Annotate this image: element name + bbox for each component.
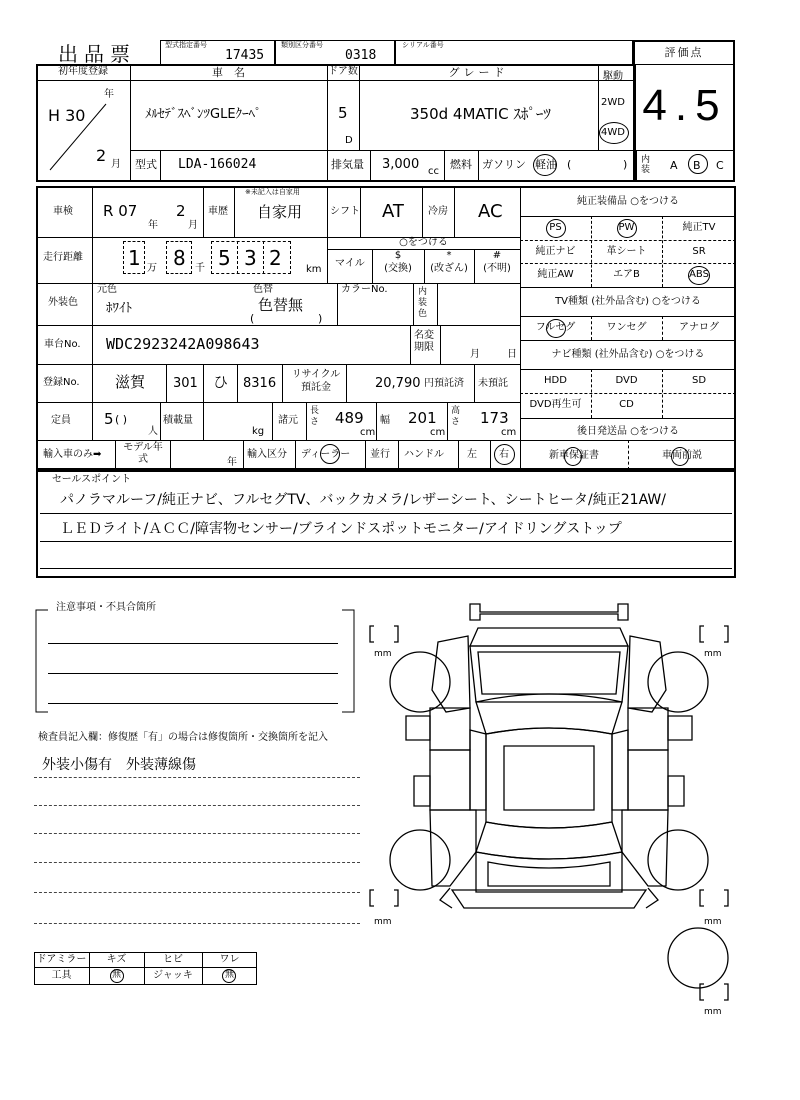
ship-manual: 車両前説 xyxy=(662,450,702,461)
equip-abs: ABS xyxy=(689,269,709,280)
table-crack: ヒビ xyxy=(163,954,183,965)
drive-label: 駆動 xyxy=(603,71,623,82)
sales-line-2: ＬＥＤライト/ＡＣＣ/障害物センサー/ブラインドスポットモニター/アイドリングストップ xyxy=(60,521,622,537)
history-note: ※未記入は自家用 xyxy=(245,188,300,196)
load-kg: kg xyxy=(252,426,265,437)
width-label: 幅 xyxy=(380,415,390,426)
mm-spare: mm xyxy=(704,1007,722,1017)
sheet-title: 出品票 xyxy=(58,42,136,66)
capacity-value: 5 xyxy=(104,410,114,428)
interior-b-mark xyxy=(688,154,708,174)
sales-line-1: パノラマルーフ/純正ナビ、フルセグTV、バックカメラ/レザーシート、シートヒータ/純正21AW/ xyxy=(60,492,666,508)
fuel-label: 燃料 xyxy=(450,158,472,171)
interior-color-label: 内装色 xyxy=(418,287,428,319)
equip-leather: 革シート xyxy=(606,246,647,257)
reg-label: 登録No. xyxy=(43,377,80,388)
caution-label: 注意事項・不具合箇所 xyxy=(56,602,156,613)
rating-label: 評価点 xyxy=(664,46,704,59)
orig-color-value: ﾎﾜｲﾄ xyxy=(106,301,132,316)
table-tool: 工具 xyxy=(51,970,72,981)
rating-value: 4.5 xyxy=(642,81,728,130)
ship-warranty: 新車保証書 xyxy=(549,450,599,461)
reg-class: 301 xyxy=(173,376,198,391)
drive-4wd-mark xyxy=(599,122,629,144)
equip-navi: 純正ナビ xyxy=(535,246,576,257)
name-change-day: 日 xyxy=(507,349,517,360)
mileage-sen: 千 xyxy=(195,263,205,274)
first-reg-month: 2 xyxy=(96,146,107,165)
reg-area: 滋賀 xyxy=(115,373,146,391)
sales-label: セールスポイント xyxy=(52,474,132,485)
load-label: 積載量 xyxy=(163,415,193,426)
drive-2wd: 2WD xyxy=(601,97,625,108)
door-suffix: D xyxy=(345,135,353,146)
displacement-label: 排気量 xyxy=(331,158,364,171)
capacity-paren: ( ) xyxy=(115,413,128,426)
tv-fullseg-mark xyxy=(546,319,566,338)
equip-aw: 純正AW xyxy=(537,269,574,280)
tv-fullseg: フルセグ xyxy=(535,322,576,333)
drive-4wd: 4WD xyxy=(601,127,625,138)
history-value: 自家用 xyxy=(257,203,303,221)
month-unit: 月 xyxy=(111,159,121,170)
vin-label: 車台No. xyxy=(44,339,81,350)
shaken-era: R 07 xyxy=(103,202,138,220)
length-value: 489 xyxy=(335,409,364,427)
model-year-unit: 年 xyxy=(227,457,237,468)
mileage-mark-note: ○をつける xyxy=(399,237,448,248)
repaint-paren-open: ( xyxy=(250,312,255,325)
mileage-d1: 1 xyxy=(128,246,141,270)
caution-frame xyxy=(34,608,356,714)
table-jack: ジャッキ xyxy=(153,970,193,981)
tv-oneseg: ワンセグ xyxy=(606,322,647,333)
capacity-unit: 人 xyxy=(148,426,158,437)
interior-a: A xyxy=(670,159,678,172)
door-value: 5 xyxy=(338,104,348,122)
height-cm: cm xyxy=(501,427,517,438)
table-doormirror: ドアミラー xyxy=(36,954,87,965)
shift-value: AT xyxy=(382,201,404,222)
vin-value: WDC2923242A098643 xyxy=(106,335,260,353)
year-unit: 年 xyxy=(104,89,114,100)
recycle-label: リサイクル預託金 xyxy=(291,369,341,393)
handle-right: 右 xyxy=(499,449,509,460)
equip-abs-mark xyxy=(688,266,710,285)
equip-tv: 純正TV xyxy=(682,222,716,233)
mileage-d3: 5 xyxy=(218,246,231,270)
fuel-diesel-mark xyxy=(533,154,557,176)
table-scratch: キズ xyxy=(106,954,127,965)
orig-color-label: 元色 xyxy=(97,284,117,295)
model-label: 型式 xyxy=(135,158,157,171)
ship-warranty-mark xyxy=(564,447,582,466)
handle-left: 左 xyxy=(467,449,477,460)
car-damage-diagram xyxy=(360,590,760,1020)
car-name-value: ﾒﾙｾﾃﾞｽﾍﾞﾝﾂGLEｸｰﾍﾟ xyxy=(145,107,262,122)
mm-rear-right: mm xyxy=(704,917,722,927)
mileage-d4: 3 xyxy=(244,246,257,270)
equip-pw-mark xyxy=(617,219,637,238)
capacity-label: 定員 xyxy=(51,415,71,426)
length-label: 長さ xyxy=(310,406,320,427)
mile-option: マイル xyxy=(335,258,365,269)
repaint-label: 色替 xyxy=(253,284,273,295)
model-value: LDA-166024 xyxy=(178,157,257,172)
recycle-amount: 20,790 xyxy=(375,376,421,391)
exchange-sym: $ xyxy=(394,250,402,261)
grade-label: グレード xyxy=(448,66,509,79)
first-reg-label: 初年度登録 xyxy=(58,66,108,77)
width-cm: cm xyxy=(430,427,446,438)
height-label: 高さ xyxy=(451,406,461,427)
handle-label: ハンドル xyxy=(404,449,444,460)
ship-manual-mark xyxy=(671,447,689,466)
fuel-gasoline: ガソリン xyxy=(482,158,526,171)
recycle-unpaid: 未預託 xyxy=(478,378,508,389)
inspector-label: 検査員記入欄：修復歴「有」の場合は修復箇所・交換箇所を記入 xyxy=(38,732,328,743)
recycle-unit: 円預託済 xyxy=(424,378,464,389)
inspector-text: 外装小傷有 外装薄線傷 xyxy=(42,757,196,773)
first-reg-era: H 30 xyxy=(48,106,86,125)
tool-value-mark xyxy=(110,969,124,983)
tamper-sym: * xyxy=(446,250,452,261)
fuel-diesel: 軽油 xyxy=(535,158,557,171)
displacement-value: 3,000 xyxy=(382,157,420,172)
fuel-other-open: ( xyxy=(567,158,572,171)
equip-ps-mark xyxy=(546,219,566,238)
shaken-label: 車検 xyxy=(53,206,73,217)
equip-sr: SR xyxy=(692,246,706,257)
navi-title: ナビ種類 (社外品含む) ○をつける xyxy=(551,349,705,360)
navi-hdd: HDD xyxy=(544,375,567,386)
dealer-mark xyxy=(320,444,340,464)
mileage-label: 走行距離 xyxy=(43,252,83,263)
reg-kana: ひ xyxy=(213,373,229,391)
name-change-label: 名変期限 xyxy=(414,330,434,353)
table-break: ワレ xyxy=(219,954,240,965)
grade-value: 350d 4MATIC ｽﾎﾟｰﾂ xyxy=(410,105,551,123)
mm-front-right: mm xyxy=(704,649,722,659)
parallel-option: 並行 xyxy=(370,449,390,460)
reg-num: 8316 xyxy=(243,376,277,391)
mileage-d2: 8 xyxy=(173,246,186,270)
car-name-label: 車 名 xyxy=(212,66,245,79)
width-value: 201 xyxy=(408,409,437,427)
exterior-label: 外装色 xyxy=(48,297,78,308)
category-label: 類別区分番号 xyxy=(281,41,323,49)
model-code-value: 17435 xyxy=(225,48,265,63)
exchange-option: (交換) xyxy=(384,263,412,274)
name-change-month: 月 xyxy=(470,349,480,360)
navi-cd: CD xyxy=(619,399,634,410)
jack-value-mark xyxy=(222,969,236,983)
height-value: 173 xyxy=(480,409,509,427)
color-no-label: カラーNo. xyxy=(341,284,388,295)
shift-label: シフト xyxy=(330,206,360,217)
cc-unit: cc xyxy=(428,166,439,177)
interior-c: C xyxy=(716,159,724,172)
fuel-other-close: ) xyxy=(623,158,628,171)
navi-dvd: DVD xyxy=(615,375,638,386)
interior-b: B xyxy=(693,159,701,172)
tv-analog: アナログ xyxy=(679,322,719,333)
serial-label: シリアル番号 xyxy=(402,41,444,49)
tv-title: TV種類 (社外品含む) ○をつける xyxy=(555,296,701,307)
ac-value: AC xyxy=(478,201,503,222)
model-code-label: 型式指定番号 xyxy=(165,41,207,49)
navi-sd: SD xyxy=(691,375,707,386)
import-label: 輸入車のみ➡ xyxy=(43,449,102,460)
length-cm: cm xyxy=(360,427,376,438)
repaint-paren-close: ) xyxy=(318,312,323,325)
equipment-title: 純正装備品 ○をつける xyxy=(577,196,679,207)
mm-front-left: mm xyxy=(374,649,392,659)
navi-dvd-play: DVD再生可 xyxy=(529,399,582,410)
unknown-sym: # xyxy=(492,250,502,261)
repaint-value: 色替無 xyxy=(258,296,304,314)
door-label: ドア数 xyxy=(328,66,358,77)
equip-ps: PS xyxy=(549,222,562,233)
mileage-man: 万 xyxy=(147,263,157,274)
import-type-label: 輸入区分 xyxy=(247,449,287,460)
unknown-option: (不明) xyxy=(483,263,511,274)
table-tool-value: 無 xyxy=(111,970,121,980)
shaken-year-unit: 年 xyxy=(148,220,158,231)
handle-right-mark xyxy=(494,444,515,465)
ship-title: 後日発送品 ○をつける xyxy=(577,426,679,437)
km-unit: km xyxy=(306,264,322,275)
shaken-month-unit: 月 xyxy=(188,220,198,231)
history-label: 車歴 xyxy=(208,206,228,217)
ac-label: 冷房 xyxy=(428,206,448,217)
mileage-d5: 2 xyxy=(269,246,282,270)
dealer-option: ディーラー xyxy=(301,449,351,460)
category-value: 0318 xyxy=(345,48,377,63)
equip-pw: PW xyxy=(618,222,635,233)
shaken-month: 2 xyxy=(176,202,186,220)
mm-rear-left: mm xyxy=(374,917,392,927)
model-year-label: モデル年式 xyxy=(123,442,163,465)
table-jack-value: 無 xyxy=(224,970,234,980)
tamper-option: (改ざん) xyxy=(430,263,468,274)
interior-label: 内装 xyxy=(641,155,651,175)
dim-label: 諸元 xyxy=(278,415,298,426)
equip-airbag: エアB xyxy=(613,269,640,280)
